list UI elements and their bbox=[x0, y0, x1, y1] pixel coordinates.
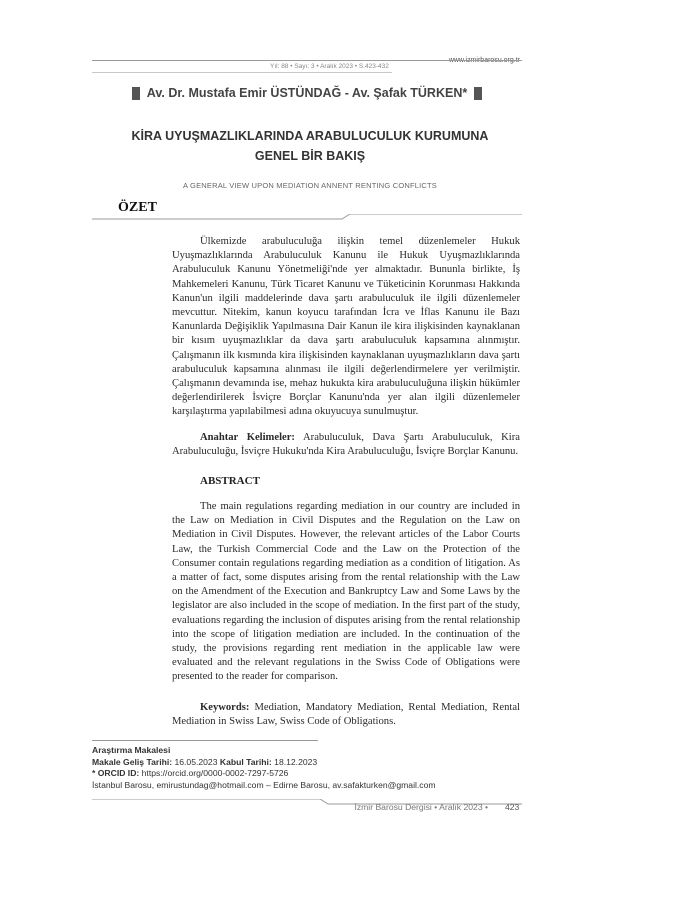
orcid-link[interactable]: https://orcid.org/0000-0002-7297-5726 bbox=[141, 768, 289, 779]
ozet-paragraph: Ülkemizde arabuluculuğa ilişkin temel düzenlemeler Hukuk Uyuşmazlıklarında Arabuluculuk Kanunu ile Hukuk Uyuşmazlıklarında Arabuluculuk Kanunu Yönetmeliği'nde yer almaktadır. Bununla birlikte, İş Mahkemeleri Kanunu, Türk Ticaret Kanunu ve Tüketicinin Korunması Hakkında Kanun'un ilgili maddelerinde dava şartı arabuluculuk ile ilgili düzenlemeler mevcuttur. Nitekim, kanun koyucu tarafından İcra ve İflas Kanunu ile Bazı Kanunlarda Değişiklik Yapılmasına Dair Kanun ile kira ilişkisinden kaynaklanan bir kısım uyuşmazlıklar da dava şartı arabuluculuk kapsamına alınmıştır. Çalışmanın ilk kısmında kira ilişkisinden kaynaklanan uyuşmazlıkların dava şartı arabuluculuk kapsamına alınması ile ilgili değerlendirmelere yer verilmiştir. Çalışmanın devamında ise, mehaz hukukta kira arabuluculuğuna ilişkin hükümler değerlendirilerek İsviçre Borçlar Kanunu'nda yer alan ilgili düzenlemeler karşılaştırma yapılabilmesi adına okuyucuya sunulmuştur. bbox=[172, 236, 520, 418]
article-type: Araştırma Makalesi bbox=[92, 745, 171, 755]
english-title: A GENERAL VIEW UPON MEDIATION ANNENT RENTING CONFLICTS bbox=[182, 181, 438, 190]
article-dates bbox=[92, 757, 436, 769]
article-title bbox=[100, 126, 520, 166]
accepted-label: Kabul Tarihi: bbox=[219, 756, 272, 767]
ozet-section bbox=[172, 235, 520, 420]
received-label: Makale Geliş Tarihi: bbox=[92, 756, 173, 767]
turkish-keywords-label: Anahtar Kelimeler: bbox=[200, 432, 295, 443]
english-keywords bbox=[172, 701, 520, 729]
title-line-2: GENEL BİR BAKIŞ bbox=[254, 149, 366, 163]
article-footnote bbox=[92, 745, 436, 791]
turkish-keywords bbox=[172, 431, 520, 459]
abstract-paragraph: The main regulations regarding mediation in our country are included in the Law on Mediation in Civil Disputes and the Regulation on the Law on Mediation in Civil Disputes. However, the relevant articles of the Labor Courts Law, the Turkish Commercial Code and the Law on the Protection of the Consumer contain regulations regarding mediation as a condition of litigation. As a matter of fact, some disputes arising from the rental relationship with the Law on the Amendment of the Execution and Bankruptcy Law and Some Laws by the legislator are also included in the scope of mediation. In the first part of the study, evaluations regarding the inclusion of disputes arising from the rental relationship into the scope of litigation mediation are included. In the continuation of the study, the provisions regarding rent mediation in the applicable law were evaluated and the relevant regulations in the Swiss Code of Obligations were presented to the reader for comparison. bbox=[172, 501, 520, 683]
turkish-keywords-text: Arabuluculuk, Dava Şartı Arabuluculuk, Kira Arabuluculuğu, İsviçre Hukuku'nda Kira Arabuluculuğu, İsviçre Borçlar Kanunu. bbox=[172, 432, 520, 458]
journal-website: www.izmirbarosu.org.tr bbox=[448, 57, 520, 64]
ozet-heading: ÖZET bbox=[118, 200, 157, 215]
accepted-date: 18.12.2023 bbox=[274, 756, 318, 767]
left-block-mark bbox=[132, 87, 140, 100]
received-date: 16.05.2023 bbox=[174, 756, 218, 767]
right-block-mark bbox=[474, 87, 482, 100]
authors-line bbox=[92, 86, 522, 100]
header-rule bbox=[92, 60, 522, 61]
english-keywords-label: Keywords: bbox=[200, 702, 250, 713]
issue-citation: Yıl: 88 • Sayı: 3 • Aralık 2023 • S.423-432 bbox=[270, 63, 389, 70]
ozet-heading-rule bbox=[92, 214, 522, 220]
header-subrule bbox=[92, 72, 392, 73]
title-line-1: KİRA UYUŞMAZLIKLARINDA ARABULUCULUK KURUMUNA bbox=[131, 129, 489, 143]
abstract-section bbox=[172, 500, 520, 685]
orcid-label: * ORCID ID: bbox=[92, 768, 140, 779]
journal-footer: İzmir Barosu Dergisi • Aralık 2023 • bbox=[354, 802, 488, 812]
footnote-rule bbox=[92, 740, 318, 741]
orcid-line bbox=[92, 768, 436, 780]
english-keywords-text: Mediation, Mandatory Mediation, Rental Mediation, Rental Mediation in Swiss Law, Swiss Code of Obligations. bbox=[172, 702, 520, 728]
page-number: 423 bbox=[505, 802, 520, 812]
author-affiliations: İstanbul Barosu, emirustundag@hotmail.com – Edirne Barosu, av.safakturken@gmail.com bbox=[92, 779, 436, 790]
abstract-heading: ABSTRACT bbox=[200, 475, 260, 487]
authors-text: Av. Dr. Mustafa Emir ÜSTÜNDAĞ - Av. Şafak TÜRKEN* bbox=[146, 86, 468, 100]
